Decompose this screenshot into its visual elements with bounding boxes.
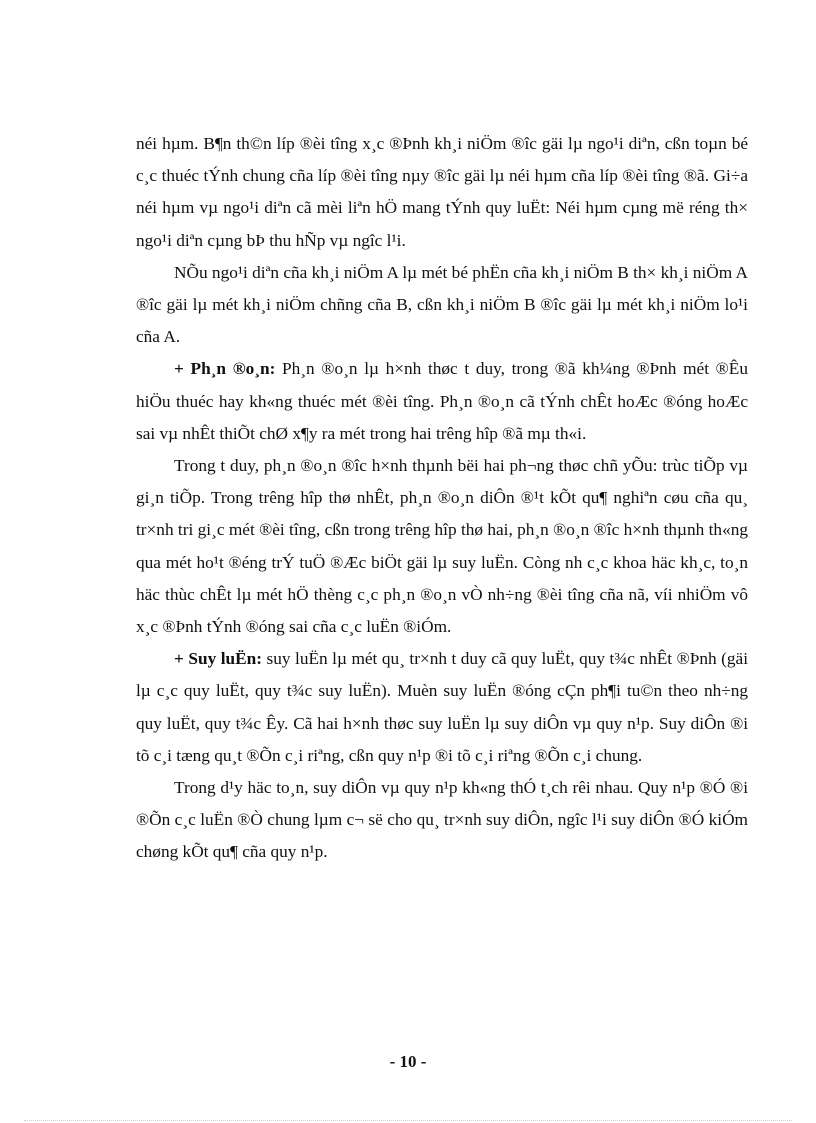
paragraph-3 (136, 353, 748, 450)
paragraph-4 (136, 450, 748, 643)
paragraph-5-lead: + Suy luËn: (174, 649, 263, 669)
paragraph-1 (136, 128, 748, 257)
paragraph-2-text: NÕu ngo¹i diªn cña kh¸i niÖm A lµ mét bé phËn cña kh¸i niÖm B th× kh¸i niÖm A ®îc gäi lµ mét kh¸i niÖm chñng cña B, cßn kh¸i niÖm B ®îc gäi lµ mét kh¸i niÖm lo¹i cña A. (136, 262, 748, 347)
paragraph-1-text: néi hµm. B¶n th©n líp ®èi tîng x¸c ®Þnh kh¸i niÖm ®îc gäi lµ ngo¹i diªn, cßn toµn bé c¸c thuéc tÝnh chung cña líp ®èi tîng nµy ®îc gäi lµ néi hµm cña líp ®èi tîng ®ã. Gi÷a néi hµm vµ ngo¹i diªn cã mèi liªn hÖ mang tÝnh quy luËt: Néi hµm cµng më réng th× ngo¹i diªn cµng bÞ thu hÑp vµ ngîc l¹i. (136, 134, 748, 250)
body-text (136, 128, 748, 869)
page-number: - 10 - (389, 1052, 427, 1071)
page-bottom-divider (24, 1120, 792, 1121)
paragraph-5 (136, 643, 748, 772)
paragraph-6 (136, 772, 748, 869)
paragraph-3-lead: + Ph¸n ®o¸n: (174, 359, 276, 379)
paragraph-6-text: Trong d¹y häc to¸n, suy diÔn vµ quy n¹p kh«ng thÓ t¸ch rêi nhau. Quy n¹p ®Ó ®i ®Õn c¸c luËn ®Ò chung lµm c¬ së cho qu¸ tr×nh suy diÔn, ngîc l¹i suy diÔn ®Ó kiÓm chøng kÕt qu¶ cña quy n¹p. (136, 778, 748, 862)
paragraph-5-text: suy luËn lµ mét qu¸ tr×nh t duy cã quy luËt, quy t¾c nhÊt ®Þnh (gäi lµ c¸c quy luËt, quy t¾c suy luËn). Muèn suy luËn ®óng cÇn ph¶i tu©n theo nh÷ng quy luËt, quy t¾c Êy. Cã hai h×nh thøc suy luËn lµ suy diÔn vµ quy n¹p. Suy diÔn ®i tõ c¸i tæng qu¸t ®Õn c¸i riªng, cßn quy n¹p ®i tõ c¸i riªng ®Õn c¸i chung. (136, 649, 748, 765)
paragraph-2 (136, 257, 748, 354)
paragraph-4-text: Trong t duy, ph¸n ®o¸n ®îc h×nh thµnh bëi hai ph¬ng thøc chñ yÕu: trùc tiÕp vµ gi¸n tiÕp. Trong trêng hîp thø nhÊt, ph¸n ®o¸n diÔn ®¹t kÕt qu¶ nghiªn cøu cña qu¸ tr×nh tri gi¸c mét ®èi tîng, cßn trong trêng hîp thø hai, ph¸n ®o¸n ®îc h×nh thµnh th«ng qua mét ho¹t ®éng trÝ tuÖ ®Æc biÖt gäi lµ suy luËn. Còng nh c¸c khoa häc kh¸c, to¸n häc thùc chÊt lµ mét hÖ thèng c¸c ph¸n ®o¸n vÒ nh÷ng ®èi tîng cña nã, víi nhiÖm vô x¸c ®Þnh tÝnh ®óng sai cña c¸c luËn ®iÓm. (136, 456, 748, 637)
paragraph-3-text: Ph¸n ®o¸n lµ h×nh thøc t duy, trong ®ã kh¼ng ®Þnh mét ®Êu hiÖu thuéc hay kh«ng thuéc mét ®èi tîng. Ph¸n ®o¸n cã tÝnh chÊt hoÆc ®óng hoÆc sai vµ nhÊt thiÕt chØ x¶y ra mét trong hai trêng hîp ®ã mµ th«i. (136, 359, 748, 443)
